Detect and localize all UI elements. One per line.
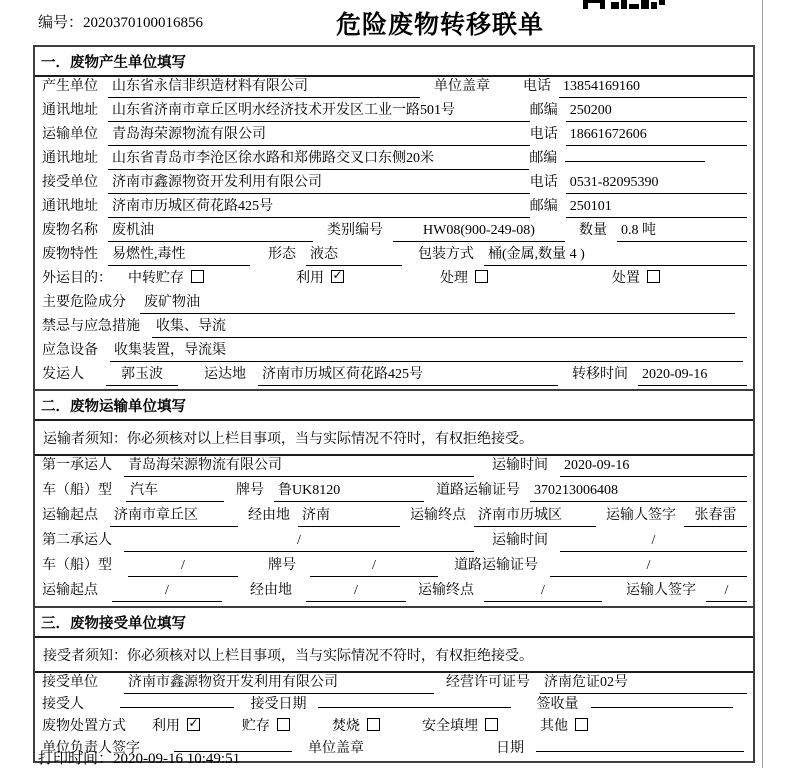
receive-unit-label: 接受单位: [42, 175, 98, 190]
origin-label: 运输起点: [42, 508, 98, 523]
carrier-sign-value: 张春雷: [684, 506, 747, 527]
quantity-label: 数量: [579, 223, 607, 238]
plate-label: 牌号: [268, 558, 296, 573]
checkbox-transfer-storage: [191, 270, 204, 283]
vehicle-type-value: 汽车: [126, 481, 224, 502]
produce-unit-label: 产生单位: [42, 79, 98, 94]
purpose-option-transfer: 中转贮存: [128, 271, 184, 286]
waste-name-label: 废物名称: [42, 223, 98, 238]
serial-value: 2020370100016856: [83, 15, 204, 31]
origin-value: 济南市章丘区: [110, 506, 238, 527]
receive-date-label: 接受日期: [250, 697, 307, 712]
transport-time-value: /: [560, 531, 747, 552]
form-row: [35, 77, 753, 101]
checkbox-utilize-checked: [187, 718, 200, 731]
waste-name-value: 废机油: [108, 221, 313, 242]
form-row: [35, 125, 753, 149]
carrier-sign-label: 运输人签字: [626, 583, 696, 598]
origin-label: 运输起点: [42, 583, 98, 598]
carrier1-value: 青岛海荣源物流有限公司: [124, 456, 474, 477]
taboo-label: 禁忌与应急措施: [42, 319, 140, 334]
unit-seal-label: 单位盖章: [308, 741, 364, 756]
vehicle-type-value: /: [128, 556, 238, 577]
check-mark: ✓: [332, 268, 343, 282]
business-license-label: 经营许可证号: [446, 675, 530, 690]
via-label: 经由地: [250, 583, 292, 598]
checkbox-storage: [277, 718, 290, 731]
transport-unit-label: 运输单位: [42, 127, 98, 142]
form-row: [35, 317, 753, 341]
receiver-value: [120, 707, 234, 708]
plate-value: /: [310, 556, 438, 577]
transfer-form: [33, 45, 755, 763]
produce-unit-value: 山东省永信非织造材料有限公司: [108, 77, 420, 98]
category-label: 类别编号: [327, 223, 383, 238]
quantity-value: 0.8 吨: [617, 221, 747, 242]
form-row: [35, 506, 753, 531]
character-value: 易燃性,毒性: [108, 245, 250, 266]
transport-time-label: 运输时间: [492, 458, 548, 473]
phone-label: 电话: [523, 79, 551, 94]
serial-label: 编号：: [38, 15, 84, 31]
form-row: [35, 269, 753, 293]
signed-amount-value: [591, 707, 734, 708]
disposal-option-utilize: 利用: [152, 719, 180, 734]
address-value: 济南市历城区荷花路425号: [108, 197, 530, 218]
form-row: [35, 221, 753, 245]
category-value: HW08(900-249-08): [393, 221, 565, 242]
zip-label: 邮编: [529, 103, 558, 118]
transport-time-label: 运输时间: [492, 533, 548, 548]
check-mark: ✓: [188, 716, 199, 730]
road-license-value: 370213006408: [530, 481, 747, 502]
zip-value: 250200: [566, 101, 747, 122]
via-value: 济南: [298, 506, 400, 527]
transfer-time-label: 转移时间: [572, 367, 628, 382]
via-value: /: [306, 581, 406, 602]
form-row: [35, 101, 753, 125]
receive-date-value: [318, 707, 510, 708]
checkbox-incinerate: [367, 718, 380, 731]
phone-value: 18661672606: [566, 125, 747, 146]
carrier2-value: /: [124, 531, 474, 552]
sender-value: 郭玉波: [106, 365, 178, 386]
end-value: /: [484, 581, 602, 602]
purpose-option-utilize: 利用: [296, 271, 324, 286]
address-value: 山东省济南市章丘区明水经济技术开发区工业一路501号: [108, 101, 530, 122]
section-producer-header: 一．废物产生单位填写: [35, 47, 753, 77]
end-label: 运输终点: [410, 508, 466, 523]
form-state-label: 形态: [268, 247, 296, 262]
disposal-option-other: 其他: [540, 719, 568, 734]
checkbox-landfill: [485, 718, 498, 731]
form-row: [35, 341, 753, 365]
carrier2-label: 第二承运人: [42, 533, 112, 548]
road-license-label: 道路运输证号: [454, 558, 538, 573]
purpose-label: 外运目的：: [42, 271, 112, 286]
responsible-sign-label: 单位负责人签字: [42, 741, 140, 756]
phone-label: 电话: [529, 127, 558, 142]
form-row: [35, 173, 753, 197]
zip-value: 250101: [566, 197, 747, 218]
unit-seal-label: 单位盖章: [434, 79, 490, 94]
form-row: [35, 293, 753, 317]
section-transporter: [33, 389, 755, 608]
road-license-label: 道路运输证号: [436, 483, 520, 498]
carrier-sign-label: 运输人签字: [606, 508, 676, 523]
address-label: 通讯地址: [42, 151, 98, 166]
section-transporter-header: 二．废物运输单位填写: [35, 391, 753, 421]
receiver-label: 接受人: [42, 697, 84, 712]
taboo-value: 收集、导流: [152, 317, 747, 338]
section-producer: [33, 45, 755, 391]
sender-label: 发运人: [42, 367, 84, 382]
disposal-option-landfill: 安全填埋: [422, 719, 478, 734]
qr-code-fragment: [583, 0, 665, 9]
plate-value: 鲁UK8120: [274, 481, 424, 502]
zip-label: 邮编: [529, 151, 558, 166]
via-label: 经由地: [248, 508, 290, 523]
carrier1-label: 第一承运人: [42, 458, 112, 473]
vehicle-type-label: 车（船）型: [42, 483, 112, 498]
form-row: [35, 245, 753, 269]
form-row: [35, 717, 753, 739]
address-value: 山东省青岛市李沧区徐水路和郑佛路交叉口东侧20米: [108, 149, 529, 170]
disposal-option-storage: 贮存: [242, 719, 270, 734]
equip-value: 收集装置，导流渠: [110, 341, 743, 362]
date-label: 日期: [496, 741, 524, 756]
checkbox-other: [575, 718, 588, 731]
checkbox-treat: [475, 270, 488, 283]
address-label: 通讯地址: [42, 103, 98, 118]
date-value: [536, 751, 744, 752]
destination-label: 运达地: [204, 367, 246, 382]
transport-time-value: 2020-09-16: [560, 456, 747, 477]
form-row: [35, 673, 753, 695]
section-receiver-header: 三．废物接受单位填写: [35, 608, 753, 638]
page-title: 危险废物转移联单: [335, 11, 544, 39]
phone-label: 电话: [529, 175, 558, 190]
business-license-value: 济南危证02号: [540, 673, 747, 694]
page-edge-divider: [762, 0, 763, 768]
print-time: [38, 747, 240, 768]
form-row: [35, 556, 753, 581]
transport-unit-value: 青岛海荣源物流有限公司: [108, 125, 530, 146]
zip-label: 邮编: [529, 199, 558, 214]
purpose-option-dispose: 处置: [612, 271, 640, 286]
form-row: [35, 481, 753, 506]
vehicle-type-label: 车（船）型: [42, 558, 112, 573]
packing-value: 桶(金属,数量 4 ): [484, 245, 747, 266]
road-license-value: /: [550, 556, 747, 577]
danger-label: 主要危险成分: [42, 295, 126, 310]
receive-unit-value: 济南市鑫源物资开发利用有限公司: [108, 173, 530, 194]
signed-amount-label: 签收量: [536, 697, 579, 712]
zip-value: [565, 161, 705, 162]
carrier-sign-value: /: [706, 581, 747, 602]
disposal-method-label: 废物处置方式: [42, 719, 126, 734]
phone-value: 13854169160: [559, 77, 747, 98]
checkbox-dispose: [647, 270, 660, 283]
print-time-label: 打印时间：: [38, 751, 114, 767]
form-row: [35, 581, 753, 606]
end-value: 济南市历城区: [474, 506, 596, 527]
phone-value: 0531-82095390: [566, 173, 747, 194]
checkbox-utilize-checked: [331, 270, 344, 283]
form-row: [35, 456, 753, 481]
destination-value: 济南市历城区荷花路425号: [258, 365, 558, 386]
plate-label: 牌号: [236, 483, 264, 498]
receive-unit-label: 接受单位: [42, 675, 98, 690]
address-label: 通讯地址: [42, 199, 98, 214]
form-row: [35, 695, 753, 717]
form-row: [35, 197, 753, 221]
transporter-notice: 运输者须知：你必须核对以上栏目事项，当与实际情况不符时，有权拒绝接受。: [35, 421, 753, 456]
section-receiver: [33, 606, 755, 763]
form-state-value: 液态: [306, 245, 402, 266]
packing-label: 包装方式: [418, 247, 474, 262]
print-time-value: 2020-09-16 10:49:51: [113, 751, 241, 767]
form-row: [35, 149, 753, 173]
receiver-notice: 接受者须知：你必须核对以上栏目事项，当与实际情况不符时，有权拒绝接受。: [35, 638, 753, 673]
form-row: [35, 531, 753, 556]
form-row: [35, 365, 753, 389]
end-label: 运输终点: [418, 583, 474, 598]
character-label: 废物特性: [42, 247, 98, 262]
origin-value: /: [112, 581, 222, 602]
transfer-time-value: 2020-09-16: [638, 365, 747, 386]
receive-unit-value: 济南市鑫源物资开发利用有限公司: [124, 673, 434, 694]
disposal-option-incinerate: 焚烧: [332, 719, 360, 734]
danger-value: 废矿物油: [140, 293, 735, 314]
purpose-option-treat: 处理: [440, 271, 468, 286]
equip-label: 应急设备: [42, 343, 98, 358]
